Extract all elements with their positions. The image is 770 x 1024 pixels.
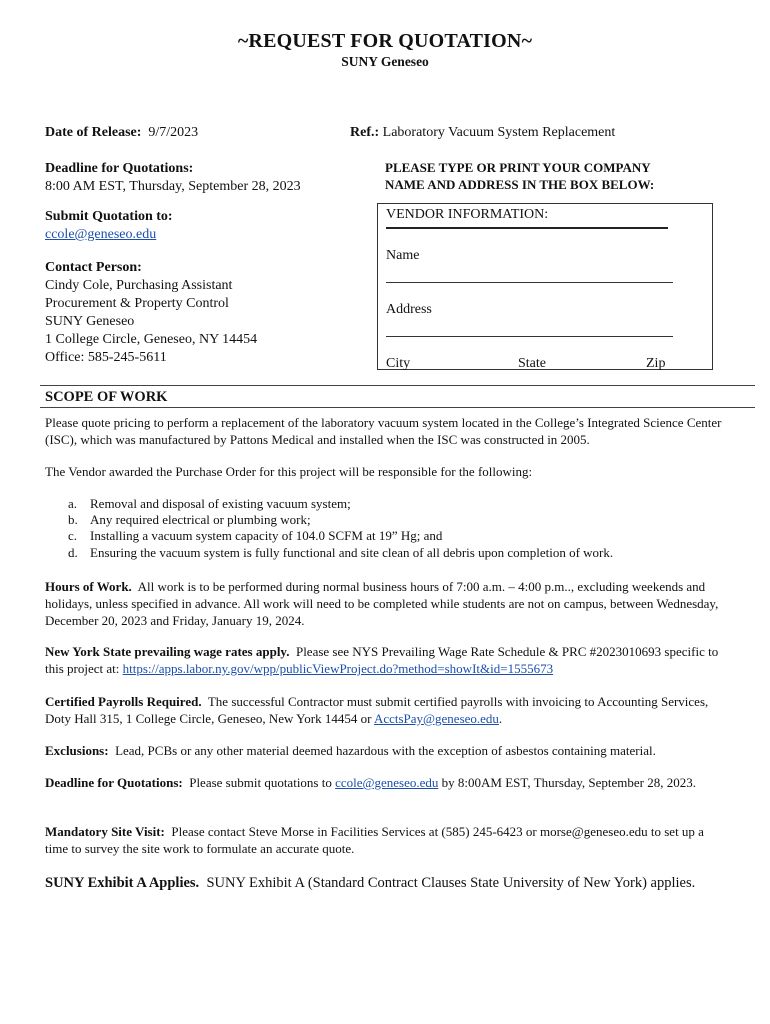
- exclusions: [45, 742, 725, 759]
- exclusions-text: Lead, PCBs or any other material deemed hazardous with the exception of asbestos containing material.: [115, 743, 656, 758]
- state-label: State: [518, 356, 546, 371]
- contact-line: Cindy Cole, Purchasing Assistant: [45, 278, 233, 293]
- page-subtitle: SUNY Geneseo: [341, 54, 429, 69]
- wage-label: New York State prevailing wage rates apply.: [45, 644, 290, 659]
- divider: [40, 407, 755, 408]
- hours-label: Hours of Work.: [45, 579, 132, 594]
- page-title: ~REQUEST FOR QUOTATION~: [237, 30, 533, 52]
- hours-of-work: [45, 578, 725, 629]
- release-value: 9/7/2023: [148, 125, 199, 140]
- site-visit: [45, 823, 725, 857]
- submit-label: Submit Quotation to:: [45, 209, 173, 224]
- contact-line: 1 College Circle, Geneseo, NY 14454: [45, 332, 258, 347]
- vendor-information-box: [377, 203, 713, 370]
- certified-payrolls: [45, 693, 725, 727]
- deadline-block: [45, 160, 301, 196]
- site-visit-label: Mandatory Site Visit:: [45, 824, 165, 839]
- list-marker: b.: [68, 512, 78, 528]
- exhibit-label: SUNY Exhibit A Applies.: [45, 875, 200, 891]
- zip-label: Zip: [646, 356, 666, 371]
- list-text: Ensuring the vacuum system is fully functional and site clean of all debris upon completion of work.: [90, 544, 614, 560]
- responsibility-list: [45, 496, 725, 561]
- exhibit-a: [45, 874, 725, 892]
- name-field[interactable]: [386, 227, 668, 229]
- contact-line: Office: 585-245-5611: [45, 350, 167, 365]
- deadline-value: 8:00 AM EST, Thursday, September 28, 2023: [45, 179, 301, 194]
- site-visit-text: Please contact Steve Morse in Facilities Services at (585) 245-6423 or morse@geneseo.edu to set up a time to survey the site work to formulate an accurate quote.: [45, 824, 704, 856]
- list-text: Any required electrical or plumbing work;: [90, 512, 311, 528]
- vendor-responsibility: The Vendor awarded the Purchase Order for this project will be responsible for the following:: [45, 464, 533, 479]
- vendor-box-title: VENDOR INFORMATION:: [386, 207, 549, 222]
- address-label: Address: [386, 302, 432, 317]
- scope-heading: SCOPE OF WORK: [45, 389, 168, 405]
- submit-email-link[interactable]: ccole@geneseo.edu: [45, 227, 157, 242]
- wage-link[interactable]: https://apps.labor.ny.gov/wpp/publicViewProject.do?method=showIt&id=1555673: [122, 661, 554, 676]
- ref-value: Laboratory Vacuum System Replacement: [382, 125, 616, 140]
- name-label: Name: [386, 248, 420, 263]
- list-item: [45, 528, 725, 544]
- list-item: [45, 512, 725, 528]
- scope-intro: Please quote pricing to perform a replacement of the laboratory vacuum system located in the College’s Integrated Science Center (ISC), which was manufactured by Pattons Medical and installed when the ISC was constructed in 2005.: [45, 415, 722, 447]
- deadline-text: Please submit quotations to: [189, 775, 332, 790]
- list-marker: d.: [68, 544, 78, 560]
- ref-label: Ref.:: [350, 125, 380, 140]
- wage-text: Please see NYS Prevailing Wage Rate Schedule & PRC #2023010693 specific to this project at:: [45, 644, 719, 676]
- deadline-text-after: by 8:00AM EST, Thursday, September 28, 2023.: [441, 775, 696, 790]
- list-marker: c.: [68, 528, 78, 544]
- vendor-instruction-line: NAME AND ADDRESS IN THE BOX BELOW:: [385, 177, 655, 192]
- payroll-label: Certified Payrolls Required.: [45, 694, 202, 709]
- list-marker: a.: [68, 496, 78, 511]
- list-item: [45, 545, 725, 561]
- exclusions-label: Exclusions:: [45, 743, 109, 758]
- contact-block: [45, 259, 257, 367]
- vendor-instruction-line: PLEASE TYPE OR PRINT YOUR COMPANY: [385, 160, 651, 175]
- deadline-paragraph: [45, 774, 725, 791]
- address-field[interactable]: [386, 282, 673, 283]
- list-text: Installing a vacuum system capacity of 104.0 SCFM at 19” Hg; and: [90, 528, 443, 544]
- release-date: [45, 124, 198, 142]
- vendor-instructions: [385, 159, 654, 193]
- divider: [40, 385, 755, 386]
- release-label: Date of Release:: [45, 125, 142, 140]
- deadline-email-link[interactable]: ccole@geneseo.edu: [335, 775, 439, 790]
- contact-line: SUNY Geneseo: [45, 314, 135, 329]
- accounts-pay-link[interactable]: AcctsPay@geneseo.edu: [373, 711, 499, 726]
- list-text: Removal and disposal of existing vacuum system;: [90, 496, 351, 511]
- submit-block: [45, 208, 173, 244]
- city-state-zip-field[interactable]: [386, 336, 673, 337]
- hours-text: All work is to be performed during normal business hours of 7:00 a.m. – 4:00 p.m.., excluding weekends and holidays, unless specified in advance. All work will need to be completed while students are not on campus, between Wednesday, December 20, 2023 and Friday, January 19, 2024.: [45, 579, 719, 628]
- city-label: City: [386, 356, 411, 371]
- deadline-para-label: Deadline for Quotations:: [45, 775, 183, 790]
- prevailing-wage: [45, 643, 725, 677]
- payroll-text: The successful Contractor must submit certified payrolls with invoicing to Accounting Services, Doty Hall 315, 1 College Circle, Geneseo, New York 14454 or: [45, 694, 709, 726]
- contact-label: Contact Person:: [45, 260, 142, 275]
- contact-line: Procurement & Property Control: [45, 296, 229, 311]
- ref-line: [350, 124, 615, 142]
- list-item: [45, 496, 725, 512]
- payroll-end: .: [498, 711, 503, 726]
- exhibit-text: SUNY Exhibit A (Standard Contract Clauses State University of New York) applies.: [206, 875, 696, 891]
- deadline-label: Deadline for Quotations:: [45, 161, 194, 176]
